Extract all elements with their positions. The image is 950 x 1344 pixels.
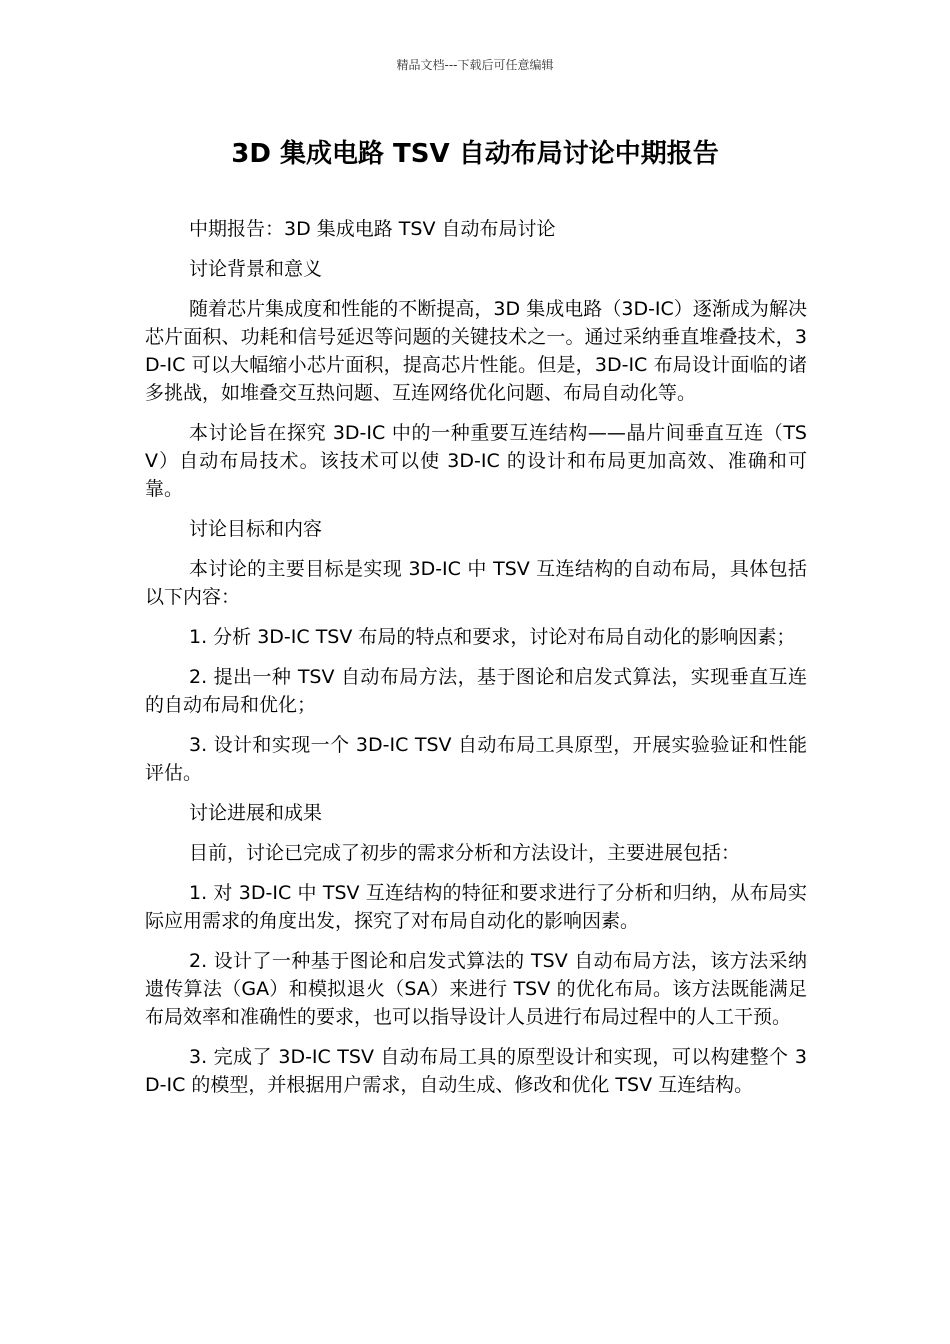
list-item-progress-2: 2. 设计了一种基于图论和启发式算法的 TSV 自动布局方法，该方法采纳遗传算法（GA）和模拟退火（SA）来进行 TSV 的优化布局。该方法既能满足布局效率和准确性的要求，也可以指导设计人员进行布局过程中的人工干预。 xyxy=(145,950,807,1028)
list-item-goal-1: 1. 分析 3D-IC TSV 布局的特点和要求，讨论对布局自动化的影响因素； xyxy=(189,626,796,648)
paragraph-background: 随着芯片集成度和性能的不断提高，3D 集成电路（3D-IC）逐渐成为解决芯片面积、功耗和信号延迟等问题的关键技术之一。通过采纳垂直堆叠技术，3D-IC 可以大幅缩小芯片面积，提高芯片性能。但是，3D-IC 布局设计面临的诸多挑战，如堆叠交互热问题、互连网络优化问题、布局自动化等。 xyxy=(145,298,807,404)
paragraph-progress-intro: 目前，讨论已完成了初步的需求分析和方法设计，主要进展包括： xyxy=(189,842,741,864)
list-item-progress-1: 1. 对 3D-IC 中 TSV 互连结构的特征和要求进行了分析和归纳，从布局实际应用需求的角度出发，探究了对布局自动化的影响因素。 xyxy=(145,882,807,932)
list-item-progress-3: 3. 完成了 3D-IC TSV 自动布局工具的原型设计和实现，可以构建整个 3D-IC 的模型，并根据用户需求，自动生成、修改和优化 TSV 互连结构。 xyxy=(145,1046,807,1096)
section-heading-goals: 讨论目标和内容 xyxy=(189,518,323,540)
page-header: 精品文档---下载后可任意编辑 xyxy=(396,58,554,72)
list-item-goal-2: 2. 提出一种 TSV 自动布局方法，基于图论和启发式算法，实现垂直互连的自动布局和优化； xyxy=(145,666,807,716)
report-subtitle: 中期报告：3D 集成电路 TSV 自动布局讨论 xyxy=(189,218,556,240)
list-item-goal-3: 3. 设计和实现一个 3D-IC TSV 自动布局工具原型，开展实验验证和性能评估。 xyxy=(145,734,807,784)
document-title: 3D 集成电路 TSV 自动布局讨论中期报告 xyxy=(231,139,719,169)
document-body xyxy=(145,215,807,1111)
paragraph-goals-intro: 本讨论的主要目标是实现 3D-IC 中 TSV 互连结构的自动布局，具体包括以下内容： xyxy=(145,558,807,608)
section-heading-background: 讨论背景和意义 xyxy=(189,258,323,280)
paragraph-purpose: 本讨论旨在探究 3D-IC 中的一种重要互连结构——晶片间垂直互连（TSV）自动布局技术。该技术可以使 3D-IC 的设计和布局更加高效、准确和可靠。 xyxy=(145,422,807,500)
section-heading-progress: 讨论进展和成果 xyxy=(189,802,323,824)
